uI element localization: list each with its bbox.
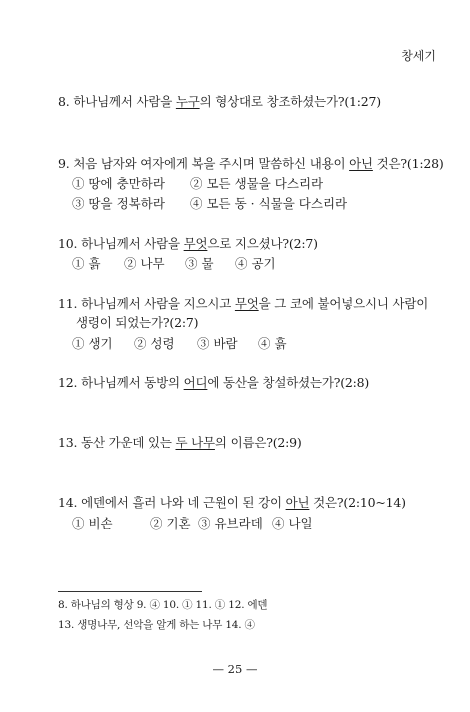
answer-key-line-1: 8. 하나님의 형상 9. ④ 10. ① 11. ① 12. 에덴 <box>58 599 268 611</box>
question-13 <box>58 435 302 451</box>
option: ② 나무 <box>124 256 165 271</box>
question-text-post: 것은?(2:10~14) <box>309 495 406 510</box>
option: ③ 유브라데 <box>198 516 263 531</box>
question-8 <box>58 94 381 110</box>
section-header: 창세기 <box>401 49 436 63</box>
option: ③ 땅을 정복하라 <box>72 196 165 211</box>
option: ③ 바람 <box>197 336 238 351</box>
answer-divider <box>58 591 202 592</box>
question-number: 10. <box>58 236 78 251</box>
question-text-pre: 처음 남자와 여자에게 복을 주시며 말씀하신 내용이 <box>73 156 350 171</box>
question-number: 11. <box>58 296 78 311</box>
question-12 <box>58 375 369 391</box>
question-text-pre: 에덴에서 흘러 나와 네 근원이 된 강이 <box>81 495 286 510</box>
option: ① 흙 <box>72 256 101 271</box>
question-keyword: 무엇 <box>183 236 208 251</box>
option: ③ 물 <box>185 256 214 271</box>
option: ② 모든 생물을 다스리라 <box>190 176 324 191</box>
question-11-line2: 생령이 되었는가?(2:7) <box>76 315 199 330</box>
page-number: — 25 — <box>212 662 258 676</box>
question-text-post: 을 그 코에 불어넣으시니 사람이 <box>258 296 429 311</box>
option: ② 기혼 <box>150 516 191 531</box>
question-text-pre: 하나님께서 사람을 <box>73 94 176 109</box>
option: ② 성령 <box>134 336 175 351</box>
question-number: 9. <box>58 156 70 171</box>
question-text-post: 의 이름은?(2:9) <box>214 435 302 450</box>
question-text-pre: 하나님께서 사람을 지으시고 <box>81 296 235 311</box>
question-number: 8. <box>58 94 70 109</box>
question-keyword: 어디 <box>183 375 208 390</box>
question-keyword: 누구 <box>175 94 200 109</box>
option: ④ 모든 동 · 식물을 다스리라 <box>190 196 348 211</box>
question-14 <box>58 495 406 511</box>
question-number: 14. <box>58 495 78 510</box>
question-text-post: 으로 지으셨나?(2:7) <box>207 236 318 251</box>
question-text-pre: 동산 가운데 있는 <box>81 435 176 450</box>
question-number: 13. <box>58 435 78 450</box>
question-keyword: 아닌 <box>349 156 373 171</box>
question-9 <box>58 156 444 172</box>
question-text-pre: 하나님께서 사람을 <box>81 236 184 251</box>
question-keyword: 무엇 <box>234 296 259 311</box>
option: ④ 공기 <box>235 256 276 271</box>
question-keyword: 두 나무 <box>175 435 215 450</box>
answer-key-line-2: 13. 생명나무, 선악을 알게 하는 나무 14. ④ <box>58 619 255 631</box>
question-text-pre: 하나님께서 동방의 <box>81 375 184 390</box>
question-text-post: 에 동산을 창설하셨는가?(2:8) <box>207 375 370 390</box>
question-number: 12. <box>58 375 78 390</box>
question-text-post: 의 형상대로 창조하셨는가?(1:27) <box>199 94 381 109</box>
option: ① 생기 <box>72 336 113 351</box>
question-10 <box>58 236 318 252</box>
option: ④ 나일 <box>272 516 313 531</box>
question-text-post: 것은?(1:28) <box>372 156 444 171</box>
option: ④ 흙 <box>258 336 287 351</box>
option: ① 땅에 충만하라 <box>72 176 165 191</box>
question-keyword: 아닌 <box>285 495 310 510</box>
question-11 <box>58 296 428 312</box>
option: ① 비손 <box>72 516 113 531</box>
